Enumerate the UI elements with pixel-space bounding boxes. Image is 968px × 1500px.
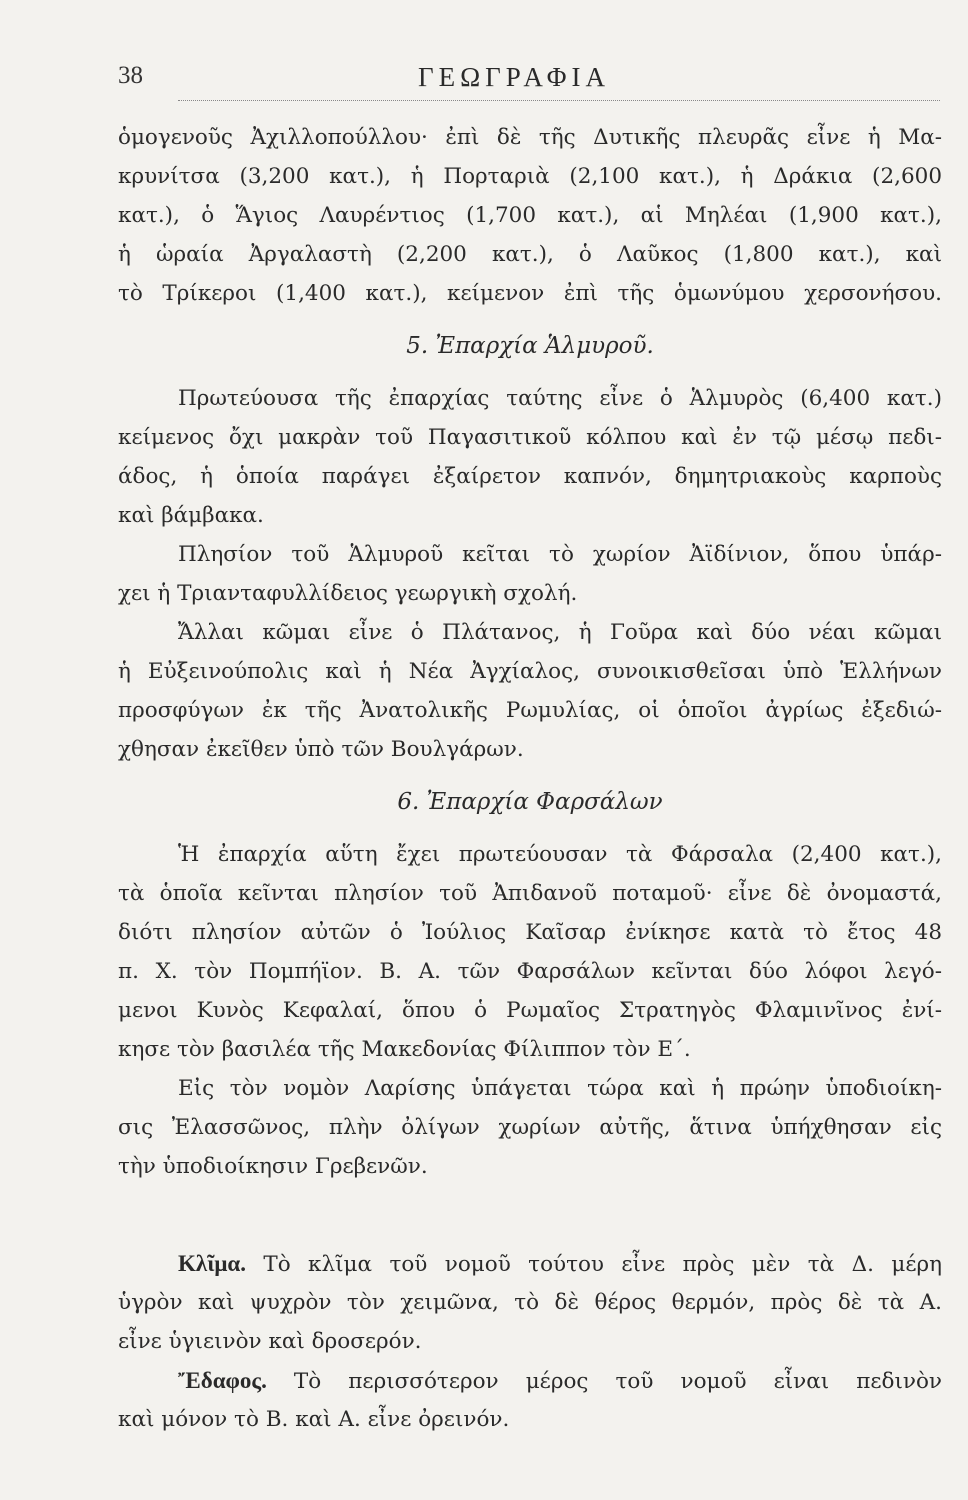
paragraph-magnesia-villages xyxy=(118,118,942,313)
header-rule xyxy=(178,100,940,101)
text-span: Τὸ κλῖμα τοῦ νομοῦ τούτου εἶνε πρὸς μὲν τὰ Δ. μέρη xyxy=(245,1252,942,1277)
text-line: ὑγρὸν καὶ ψυχρὸν τὸν χειμῶνα, τὸ δὲ θέρος θερμόν, πρὸς δὲ τὰ Α. xyxy=(118,1290,942,1315)
page-header xyxy=(118,62,940,102)
term-climate: Κλῖμα. xyxy=(178,1251,246,1276)
section-heading-almyros: 5. Ἐπαρχία Ἁλμυροῦ. xyxy=(406,333,654,359)
text-line: μενοι Κυνὸς Κεφαλαί, ὅπου ὁ Ρωμαῖος Στρατηγὸς Φλαμινῖνος ἐνί- xyxy=(118,998,942,1023)
paragraph-elassona xyxy=(118,1069,942,1186)
text-line: Εἰς τὸν νομὸν Λαρίσης ὑπάγεται τώρα καὶ ἡ πρώην ὑποδιοίκη- xyxy=(178,1076,942,1101)
text-line: τὴν ὑποδιοίκησιν Γρεβενῶν. xyxy=(118,1154,428,1179)
spacer xyxy=(118,1186,942,1244)
paragraph-almyros-capital xyxy=(118,379,942,535)
paragraph-soil xyxy=(118,1361,942,1439)
text-line: ἡ ὡραία Ἀργαλαστὴ (2,200 κατ.), ὁ Λαῦκος (1,800 κατ.), καὶ xyxy=(118,242,942,267)
paragraph-other-villages xyxy=(118,613,942,769)
text-line: άδος, ἡ ὁποία παράγει ἐξαίρετον καπνόν, δημητριακοὺς καρποὺς xyxy=(118,464,942,489)
spacer xyxy=(118,825,942,835)
text-line: τὰ ὁποῖα κεῖνται πλησίον τοῦ Ἀπιδανοῦ ποταμοῦ· εἶνε δὲ ὀνομαστά, xyxy=(118,881,942,906)
text-line xyxy=(118,1244,942,1283)
body-text xyxy=(118,118,942,1439)
text-line: ὁμογενοῦς Ἀχιλλοπούλλου· ἐπὶ δὲ τῆς Δυτικῆς πλευρᾶς εἶνε ἡ Μα- xyxy=(118,125,942,150)
text-line: κρυνίτσα (3,200 κατ.), ἡ Πορταριὰ (2,100 κατ.), ἡ Δράκια (2,600 xyxy=(118,164,942,189)
text-line: Πλησίον τοῦ Ἁλμυροῦ κεῖται τὸ χωρίον Ἀϊδίνιον, ὅπου ὑπάρ- xyxy=(178,542,942,567)
text-line: χει ἡ Τριανταφυλλίδειος γεωργικὴ σχολή. xyxy=(118,581,578,606)
section-heading-farsala: 6. Ἐπαρχία Φαρσάλων xyxy=(397,789,663,815)
text-line: ἡ Εὐξεινούπολις καὶ ἡ Νέα Ἀγχίαλος, συνοικισθεῖσαι ὑπὸ Ἑλλήνων xyxy=(118,659,942,684)
text-line: χθησαν ἐκεῖθεν ὑπὸ τῶν Βουλγάρων. xyxy=(118,737,524,762)
paragraph-aidinion xyxy=(118,535,942,613)
text-line: διότι πλησίον αὐτῶν ὁ Ἰούλιος Καῖσαρ ἐνίκησε κατὰ τὸ ἔτος 48 xyxy=(118,920,942,945)
text-line: τὸ Τρίκεροι (1,400 κατ.), κείμενον ἐπὶ τῆς ὁμωνύμου χερσονήσου. xyxy=(118,281,942,306)
text-line: εἶνε ὑγιεινὸν καὶ δροσερόν. xyxy=(118,1329,422,1354)
text-line: σις Ἐλασσῶνος, πλὴν ὀλίγων χωρίων αὐτῆς, ἅτινα ὑπήχθησαν εἰς xyxy=(118,1115,942,1140)
text-line: Πρωτεύουσα τῆς ἐπαρχίας ταύτης εἶνε ὁ Ἁλμυρὸς (6,400 κατ.) xyxy=(178,386,942,411)
text-line: π. Χ. τὸν Πομπήϊον. Β. Α. τῶν Φαρσάλων κεῖνται δύο λόφοι λεγό- xyxy=(118,959,942,984)
spacer xyxy=(118,313,942,323)
spacer xyxy=(118,369,942,379)
text-span: Τὸ περισσότερον μέρος τοῦ νομοῦ εἶναι πεδινὸν xyxy=(266,1369,942,1394)
text-line: κείμενος ὄχι μακρὰν τοῦ Παγασιτικοῦ κόλπου καὶ ἐν τῷ μέσῳ πεδι- xyxy=(118,425,942,450)
text-line: Ἡ ἐπαρχία αὕτη ἔχει πρωτεύουσαν τὰ Φάρσαλα (2,400 κατ.), xyxy=(178,842,942,867)
term-soil: Ἔδαφος. xyxy=(178,1368,267,1393)
text-line: κησε τὸν βασιλέα τῆς Μακεδονίας Φίλιππον τὸν Ε΄. xyxy=(118,1037,691,1062)
spacer xyxy=(118,769,942,779)
paragraph-climate xyxy=(118,1244,942,1361)
text-line xyxy=(118,1361,942,1400)
text-line: Ἄλλαι κῶμαι εἶνε ὁ Πλάτανος, ἡ Γοῦρα καὶ δύο νέαι κῶμαι xyxy=(178,620,942,645)
text-line: καὶ μόνον τὸ Β. καὶ Α. εἶνε ὀρεινόν. xyxy=(118,1407,510,1432)
text-line: κατ.), ὁ Ἅγιος Λαυρέντιος (1,700 κατ.), αἱ Μηλέαι (1,900 κατ.), xyxy=(118,203,942,228)
page-number: 38 xyxy=(118,62,143,89)
paragraph-farsala xyxy=(118,835,942,1069)
running-title: ΓΕΩΓΡΑΦΙΑ xyxy=(418,62,610,92)
text-line: καὶ βάμβακα. xyxy=(118,503,264,528)
text-line: προσφύγων ἐκ τῆς Ἀνατολικῆς Ρωμυλίας, οἱ ὁποῖοι ἀγρίως ἐξεδιώ- xyxy=(118,698,942,723)
